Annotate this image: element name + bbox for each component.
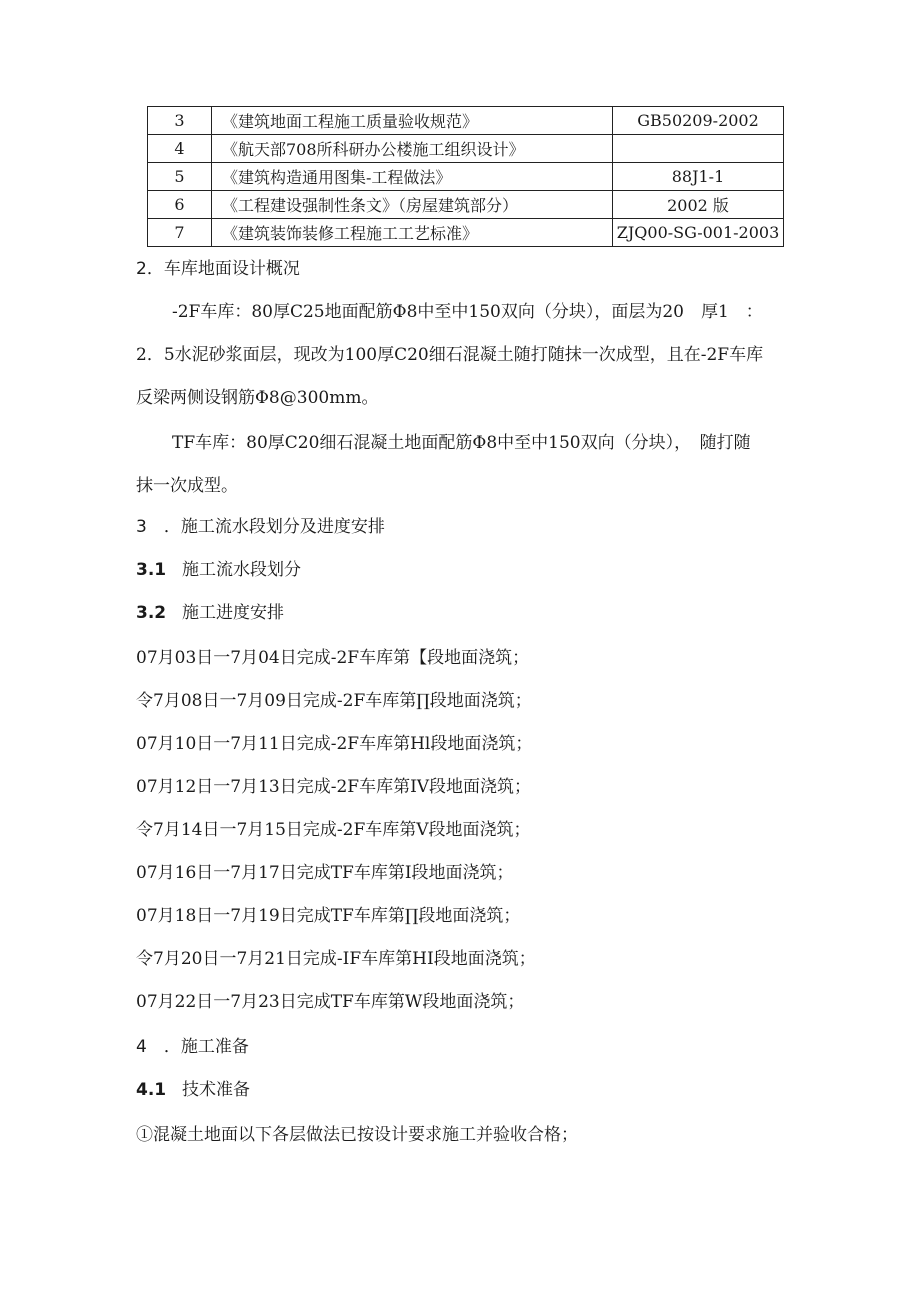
subsection-title: 施工流水段划分: [182, 560, 301, 580]
table-row: [148, 219, 784, 247]
reference-title: 《工程建设强制性条文》（房屋建筑部分）: [212, 191, 613, 219]
schedule-item: 令7月08日一7月09日完成-2F车库第∏段地面浇筑；: [136, 691, 532, 711]
subsection-title: 施工进度安排: [182, 603, 284, 623]
reference-title: 《建筑装饰装修工程施工工艺标准》: [212, 219, 613, 247]
section3-heading: 3 ．施工流水段划分及进度安排: [136, 517, 385, 537]
reference-title: 《航天部708所科研办公楼施工组织设计》: [212, 135, 613, 163]
subsection-3-2: [136, 603, 284, 623]
subsection-4-1: [136, 1080, 250, 1100]
table-row: [148, 191, 784, 219]
row-number: 7: [148, 219, 212, 247]
schedule-item: 07月22日一7月23日完成TF车库第W段地面浇筑；: [136, 992, 525, 1012]
reference-code: [613, 135, 784, 163]
paragraph-line: -2F车库：80厚C25地面配筋Φ8中至中150双向（分块），面层为20 厚1 ：: [172, 302, 763, 322]
paragraph-line: 抹一次成型。: [136, 476, 238, 496]
table-row: [148, 107, 784, 135]
reference-code: 2002 版: [613, 191, 784, 219]
row-number: 4: [148, 135, 212, 163]
table-row: [148, 163, 784, 191]
table-row: [148, 135, 784, 163]
reference-code: 88J1-1: [613, 163, 784, 191]
reference-title: 《建筑构造通用图集-工程做法》: [212, 163, 613, 191]
schedule-item: 07月12日一7月13日完成-2F车库第IV段地面浇筑；: [136, 777, 532, 797]
reference-code: ZJQ00-SG-001-2003: [613, 219, 784, 247]
paragraph-line: 反梁两侧设钢筋Φ8@300mm。: [136, 388, 379, 408]
schedule-item: 令7月14日一7月15日完成-2F车库第V段地面浇筑；: [136, 820, 531, 840]
row-number: 3: [148, 107, 212, 135]
schedule-item: 07月16日一7月17日完成TF车库第I段地面浇筑；: [136, 863, 514, 883]
paragraph-line: 2．5水泥砂浆面层，现改为100厚C20细石混凝土随打随抹一次成型，且在-2F车库: [136, 345, 764, 365]
reference-code: GB50209-2002: [613, 107, 784, 135]
subsection-number: 3.2: [136, 603, 167, 623]
row-number: 5: [148, 163, 212, 191]
reference-title: 《建筑地面工程施工质量验收规范》: [212, 107, 613, 135]
schedule-item: 07月10日一7月11日完成-2F车库第Hl段地面浇筑；: [136, 734, 533, 754]
subsection-title: 技术准备: [182, 1080, 250, 1100]
paragraph-line: TF车库：80厚C20细石混凝土地面配筋Φ8中至中150双向（分块）， 随打随: [172, 433, 751, 453]
subsection-number: 3.1: [136, 560, 167, 580]
preparation-item: ①混凝土地面以下各层做法已按设计要求施工并验收合格；: [136, 1125, 578, 1145]
schedule-item: 07月03日一7月04日完成-2F车库第【段地面浇筑；: [136, 648, 530, 668]
schedule-item: 令7月20日一7月21日完成-IF车库第HI段地面浇筑；: [136, 949, 536, 969]
row-number: 6: [148, 191, 212, 219]
subsection-3-1: [136, 560, 301, 580]
section4-heading: 4 ．施工准备: [136, 1037, 249, 1057]
section2-heading: 2．车库地面设计概况: [136, 259, 300, 279]
schedule-item: 07月18日一7月19日完成TF车库第∏段地面浇筑；: [136, 906, 521, 926]
subsection-number: 4.1: [136, 1080, 167, 1100]
reference-table: [147, 106, 784, 247]
